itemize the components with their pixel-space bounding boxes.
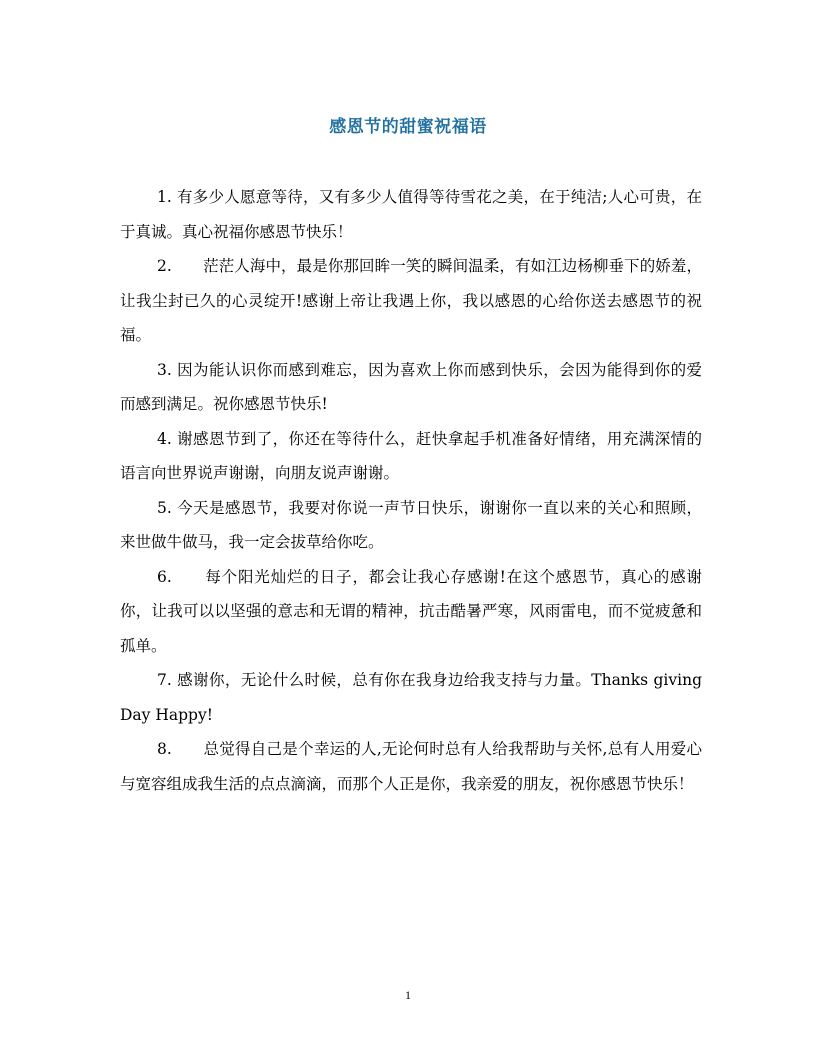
paragraph-8: 8. 总觉得自己是个幸运的人,无论何时总有人给我帮助与关怀,总有人用爱心与宽容组成我生活的点点滴滴，而那个人正是你，我亲爱的朋友，祝你感恩节快乐！ xyxy=(120,740,702,793)
paragraph-6: 6. 每个阳光灿烂的日子，都会让我心存感谢!在这个感恩节，真心的感谢你，让我可以以坚强的意志和无谓的精神，抗击酷暑严寒，风雨雷电，而不觉疲惫和孤单。 xyxy=(120,567,702,655)
paragraph-5: 5. 今天是感恩节，我要对你说一声节日快乐，谢谢你一直以来的关心和照顾，来世做牛做马，我一定会拔草给你吃。 xyxy=(120,498,702,551)
page-number: 1 xyxy=(405,988,411,1002)
paragraph-1: 1. 有多少人愿意等待，又有多少人值得等待雪花之美，在于纯洁;人心可贵，在于真诚。真心祝福你感恩节快乐！ xyxy=(120,188,702,241)
paragraph-3: 3. 因为能认识你而感到难忘，因为喜欢上你而感到快乐，会因为能得到你的爱而感到满足。祝你感恩节快乐! xyxy=(120,360,702,413)
paragraph-7: 7. 感谢你，无论什么时候，总有你在我身边给我支持与力量。Thanks giving Day Happy! xyxy=(120,671,702,724)
document-title: 感恩节的甜蜜祝福语 xyxy=(329,117,487,137)
document-body xyxy=(120,180,702,801)
paragraph-4: 4. 谢感恩节到了，你还在等待什么，赶快拿起手机准备好情绪，用充满深情的语言向世界说声谢谢，向朋友说声谢谢。 xyxy=(120,429,702,482)
paragraph-2: 2. 茫茫人海中，最是你那回眸一笑的瞬间温柔，有如江边杨柳垂下的娇羞，让我尘封已久的心灵绽开!感谢上帝让我遇上你，我以感恩的心给你送去感恩节的祝福。 xyxy=(120,257,702,344)
